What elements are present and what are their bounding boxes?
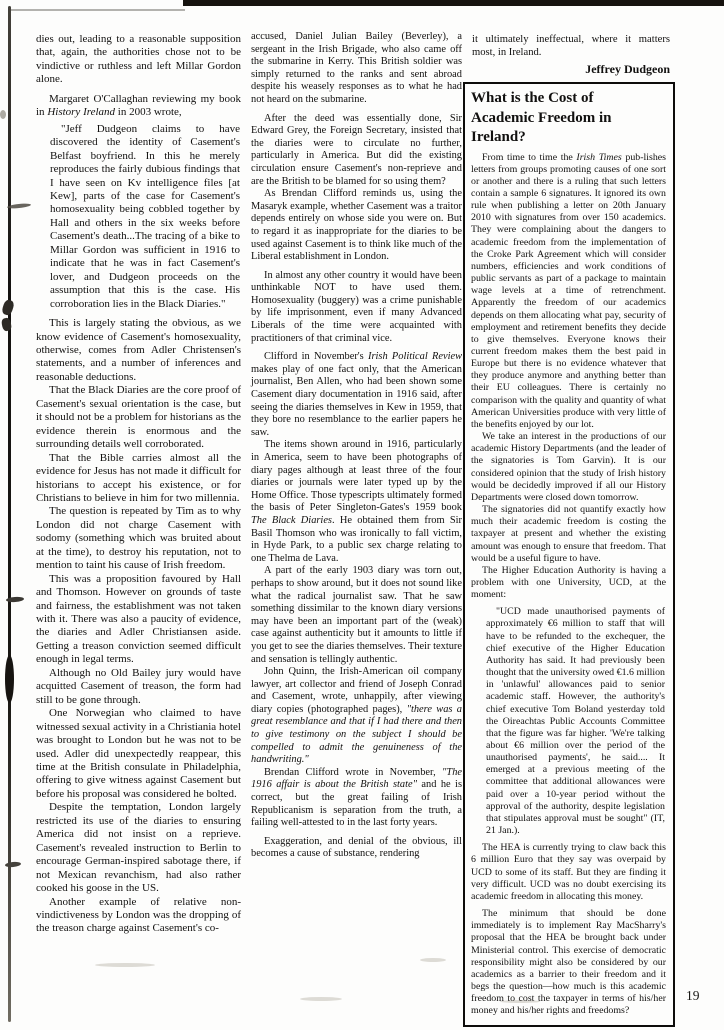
body-text: in 2003 wrote,: [115, 106, 182, 119]
body-text: "Jeff Dudgeon claims to have discovered the identity of Casement's Belfast boyfriend. In this he merely reproduces the fairly dubious findings that I have seen on Kv intelligence files [at Kew], parts of the case for Casement's homosexuality being cobbled together by Hall and others in the six weeks before Casement's death...The tracing of a bike to Millar Gordon was sufficient in 1916 to indicate that he was in fact Casement's lover, and Dudgeon proceeds on the assumption that this is the case. His corroboration lies in the Black Diaries.": [50, 122, 240, 310]
paragraph: [36, 33, 241, 87]
boxed-article: [463, 82, 675, 1027]
body-text: and he is correct, but the great failing of Irish Republicanism is separation from the truth, a failing well-attested to in the last forty years.: [251, 779, 462, 829]
paragraph: [251, 113, 462, 189]
body-text: Exaggeration, and denial of the obvious, ill becomes a cause of substance, rendering: [251, 835, 462, 860]
byline: Jeffrey Dudgeon: [585, 62, 670, 76]
body-text: it ultimately ineffectual, where it matters most, in Ireland.: [472, 34, 670, 58]
scan-smudge: [95, 963, 155, 967]
scan-smudge: [300, 997, 342, 1001]
paragraph: [251, 439, 462, 565]
body-text: Although no Old Bailey jury would have acquitted Casement of treason, the form had still to be gone through.: [36, 666, 241, 706]
paragraph: [251, 767, 462, 830]
paragraph: [36, 667, 241, 707]
scan-artifact: [6, 596, 24, 602]
body-text: Another example of relative non-vindictiveness by London was the dropping of the treason charge against Casement's co-: [36, 895, 241, 935]
scan-edge-artifact: [183, 0, 724, 6]
body-text: dies out, leading to a reasonable supposition that, again, the authorities chose not to be vindictive or ruthless and left Millar Gordon alone.: [36, 33, 241, 86]
body-text: This is largely stating the obvious, as we know evidence of Casement's homosexuality, otherwise, comes from Adler Christensen's statements, and a number of inferences and reasonable deductions.: [36, 317, 241, 383]
paragraph: [471, 842, 666, 903]
paragraph: [251, 666, 462, 767]
paragraph: [471, 152, 666, 432]
body-text: Brendan Clifford wrote in November,: [264, 766, 443, 778]
paragraph: [36, 384, 241, 451]
body-text: After the deed was essentially done, Sir Edward Grey, the Foreign Secretary, insisted that the diaries were to circulate no further, particularly in America. But did the existing circulation ensure Casement's non-reprieve and are the British to be blamed for so using them?: [251, 112, 462, 187]
paragraph: [471, 504, 666, 565]
paragraph: [251, 31, 462, 107]
paragraph: [36, 317, 241, 384]
body-text: Clifford in November's: [264, 351, 369, 363]
column-middle: [251, 31, 462, 861]
scan-binding-line: [8, 6, 11, 1022]
body-text: Margaret O'Callaghan reviewing my book in: [36, 92, 241, 119]
body-text: makes play of one fact only, that the American journalist, Ben Allen, who had been shown some Casement diary documentation in 1916 said, after seeing the diaries themselves in Kew in 1959, that they bore no resemblance to the earlier papers he saw.: [251, 363, 462, 438]
italic-text: Irish Times: [576, 151, 622, 163]
body-text: "UCD made unauthorised payments of approximately €6 million to staff that will have to be refunded to the exchequer, the chief executive of the Higher Education Authority has said. It had previously been thought that the university owed €1.6 million in 'unlawful' allowances paid to senior academic staff. However, the authority's chief executive Tom Boland yesterday told the Oireachtas Public Accounts Committee that the figure was far higher. 'We're talking about €6 million over the period of the unauthorised payments', he said.... It emerged at a previous meeting of the committee that additional allowances were paid over a 10-year period without the approval of the authority, despite legislation that stipulates approval must be sought" (IT, 21 Jan.).: [486, 606, 665, 837]
paragraph: [471, 565, 666, 601]
body-text: The HEA is currently trying to claw back this 6 million Euro that they say was overpaid by UCD to some of its staff. But they are finding it very difficult. UCD was no doubt exercising its academic freedom in allocating this money.: [471, 842, 666, 902]
body-text: Despite the temptation, London largely restricted its use of the diaries to ensuring America did not insist on a reprieve. Casement's revealed instruction to Berlin to encourage German-inspired sabotage there, if not Mexican revanchism, had also rather cooked his goose in the US.: [36, 801, 241, 895]
body-text: The minimum that should be done immediately is to implement Ray MacSharry's proposal that the HEA be brought back under Ministerial control. This exercise of democratic responsibility might also be considered by our academics as a barrier to their freedom and it begs the question—how much is this academic freedom to cost the taxpayer in terms of his/her money and his/her rights and freedoms?: [471, 908, 666, 1017]
scan-artifact: [1, 299, 15, 316]
paragraph: [472, 33, 670, 59]
column-left: [36, 33, 241, 936]
body-text: In almost any other country it would have been unthinkable NOT to have used them. Homosexuality (buggery) was a crime punishable by life imprisonment, even if many Advanced Liberals of the time were acquainted with practitioners of that criminal vice.: [251, 269, 462, 344]
italic-text: "there was a great resemblance and that if I had there and then to give testimony on the subject I should be compelled to admit the genuineness of the handwriting.": [251, 703, 462, 766]
paragraph: [36, 801, 241, 895]
box-title-line2: Academic Freedom in Ireland?: [471, 109, 612, 145]
italic-text: Irish Political Review: [368, 351, 463, 363]
body-text: The items shown around in 1916, particularly in America, seem to have been photographs of diary pages although at least three of the four diaries or journals were later typed up by the Home Office. Those typescripts ultimately formed the basis of Peter Singleton-Gates's 1959 book: [251, 439, 462, 514]
paragraph: [251, 188, 462, 264]
scan-artifact: [5, 655, 14, 703]
body-text: pub-lishes letters from groups promoting causes of one sort or another and there is a ruling that such letters contain a sample 6 signatures. It ignored its own rule when publishing a letter on 20th January 2010 with signatures from over 150 academics. They were complaining about the dangers to academic freedom from the implementation of the Croke Park Agreement which will consider numbers, efficiencies and work conditions of public servants as part of a package to maintain wage levels at a time of retrenchment. Apparently the freedom of our academics depends on them allocating what pay, security of employment and retirement benefits they decide to give themselves. Everyone knows their current freedom makes them the best paid in Europe but there is no evidence whatever that they produce anymore and anything better than their EU colleagues. There is certainly no comparison with the quality and quantity of what American Universities produce with very little of the benefits enjoyed by our lot.: [471, 151, 666, 430]
article-conclusion: [463, 33, 675, 59]
block-quote: [486, 606, 665, 837]
paragraph: [251, 565, 462, 666]
body-text: We take an interest in the productions of our academic History Departments (and the leader of the signatories is Tom Garvin). It is our considered opinion that the study of Irish history would be decidedly improved if all our History Departments were closed down tomorrow.: [471, 431, 666, 503]
paragraph: [36, 896, 241, 936]
box-title: [471, 89, 666, 148]
body-text: That the Black Diaries are the core proof of Casement's sexual orientation is the case, but it should not be a problem for historians as the evidence therein is enormous and the surrounding details well corroborated.: [36, 384, 241, 451]
page-number: 19: [686, 988, 700, 1003]
italic-text: "The 1916 affair is about the British state": [251, 766, 462, 791]
italic-text: The Black Diaries: [251, 514, 332, 526]
body-text: That the Bible carries almost all the evidence for Jesus has not made it difficult for historians to accept his existence, or for Christians to believe in him for two millennia.: [36, 451, 241, 504]
scan-artifact: [0, 110, 6, 119]
body-text: The question is repeated by Tim as to why London did not charge Casement with sodomy (something which was bruited about at the time), to destroy his reputation, not to mention to taint his cause of Irish freedom.: [36, 505, 241, 572]
paragraph: [36, 505, 241, 572]
paragraph: [251, 270, 462, 346]
paragraph: [36, 93, 241, 120]
paragraph: [251, 836, 462, 861]
scan-smudge: [420, 958, 446, 962]
paragraph: [251, 351, 462, 439]
body-text: As Brendan Clifford reminds us, using the Masaryk example, whether Casement was a traitor depends entirely on whose side you were on. But to regard it as inappropriate for the diaries to be used against Casement is to think like much of the Liberal establishment in London.: [251, 188, 462, 263]
paragraph: [471, 908, 666, 1017]
paragraph: [471, 431, 666, 504]
body-text: From time to time the: [482, 151, 577, 163]
paragraph: [36, 707, 241, 801]
body-text: John Quinn, the Irish-American oil company lawyer, art collector and friend of Joseph Conrad and Casement, wrote, unhappily, after viewing diary copies (photographed pages),: [251, 666, 462, 715]
body-text: The Higher Education Authority is having a problem with one University, UCD, at the moment:: [471, 564, 666, 601]
body-text: accused, Daniel Julian Bailey (Beverley), a sergeant in the Irish Brigade, who also came off the submarine in Kerry. This British soldier was simply returned to the ranks and sent abroad despite his weasely responses as to what he had not heard on the submarine.: [251, 31, 462, 105]
scan-edge-artifact: [10, 9, 185, 11]
scan-artifact: [5, 861, 21, 867]
body-text: A part of the early 1903 diary was torn out, perhaps to show around, but it does not sound like what the radical journalist saw. That he saw something dissimilar to the known diary versions may have been an important part of the (weak) case against authenticity but it amounts to little if you get to see the diaries themselves. Their texture and sensation is tellingly authentic.: [251, 565, 462, 665]
italic-text: History Ireland: [47, 106, 116, 119]
box-title-line1: What is the Cost of: [471, 90, 594, 106]
body-text: This was a proposition favoured by Hall and Thomson. However on grounds of taste and fairness, the establishment was not taken with it. There was also a paucity of evidence, the diaries and Adler Christiansen aside. Getting a treason conviction seemed difficult enough in legal terms.: [36, 572, 241, 666]
block-quote: [50, 123, 240, 311]
body-text: . He obtained them from Sir Basil Thomson who was ironically to fall victim, in Hyde Park, to a public sex charge relating to one Thelma de Lava.: [251, 514, 462, 564]
paragraph: [36, 573, 241, 667]
column-right: [463, 33, 675, 1027]
body-text: The signatories did not quantify exactly how much their academic freedom is costing the taxpayer at present and whether the existing amount was enough to ensure that freedom. That would be a useful figure to have.: [471, 504, 666, 564]
paragraph: [36, 452, 241, 506]
body-text: One Norwegian who claimed to have witnessed sexual activity in a Christiania hotel was brought to London but he was not to be used. Adler did unexpectedly reappear, this time at the British consulate in Philadelphia, offering to give witness against Casement but before his proposal was considered he bolted.: [36, 707, 241, 800]
box-body: [471, 152, 666, 1018]
